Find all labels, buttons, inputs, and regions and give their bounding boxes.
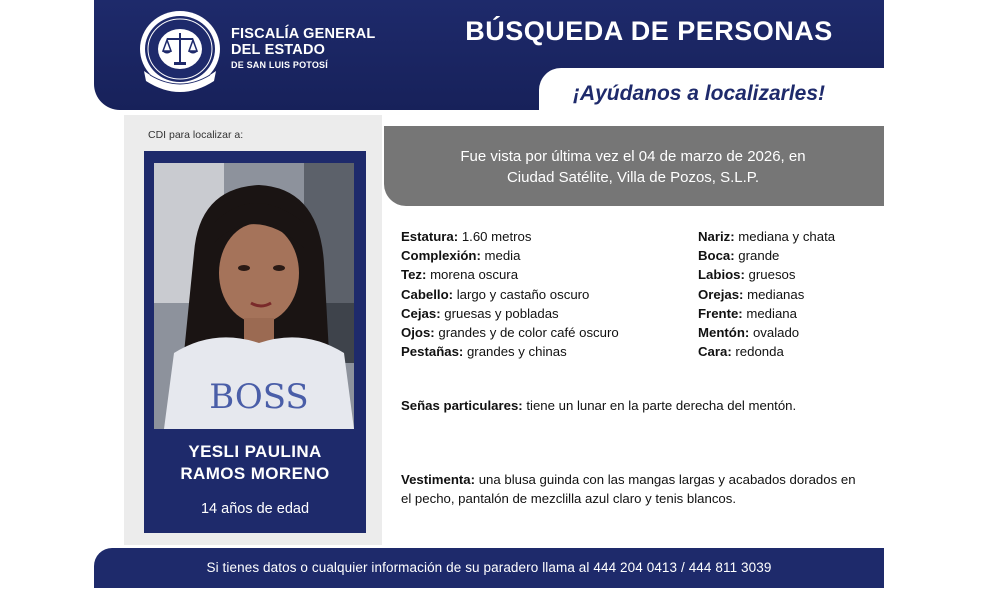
feature-row (698, 227, 878, 246)
feature-value: morena oscura (426, 267, 519, 283)
poster-title: BÚSQUEDA DE PERSONAS (465, 16, 833, 46)
name-line-2: RAMOS MORENO (180, 464, 330, 483)
org-line-2: DEL ESTADO (231, 42, 326, 58)
prosecutor-seal-icon (134, 9, 226, 93)
cdi-label: CDI para localizar a: (148, 129, 244, 141)
feature-label: Cara: (698, 344, 732, 360)
last-seen-line-1: Fue vista por última vez el 04 de marzo de 2026, en (460, 148, 806, 165)
feature-label: Pestañas: (401, 344, 464, 360)
feature-value: largo y castaño oscuro (453, 286, 590, 302)
feature-value: mediana y chata (734, 229, 836, 244)
feature-row (698, 304, 878, 323)
feature-row (401, 227, 691, 246)
feature-label: Labios: (698, 267, 745, 283)
feature-label: Complexión: (401, 248, 481, 264)
feature-value: media (480, 248, 521, 264)
feature-row (401, 246, 691, 265)
organization-name (231, 26, 375, 70)
feature-value: gruesos (744, 267, 796, 283)
feature-row (698, 342, 878, 361)
search-poster (94, 0, 884, 588)
features-left-list (401, 227, 691, 361)
missing-person-photo (154, 163, 354, 429)
feature-value: gruesas y pobladas (440, 305, 559, 321)
org-line-1: FISCALÍA GENERAL (231, 26, 376, 42)
feature-label: Nariz: (698, 229, 735, 244)
person-age: 14 años de edad (200, 501, 310, 517)
feature-value: grandes y chinas (463, 344, 567, 360)
photo-card (144, 151, 366, 533)
feature-row (698, 246, 878, 265)
contact-text: Si tienes datos o cualquier información de su paradero llama al 444 204 0413 / 444 811 3039 (206, 560, 772, 575)
feature-row (401, 265, 691, 284)
feature-label: Orejas: (698, 286, 744, 302)
feature-value: medianas (743, 286, 805, 302)
org-line-3: DE SAN LUIS POTOSÍ (231, 60, 328, 70)
last-seen-text (402, 146, 864, 188)
feature-value: 1.60 metros (458, 229, 532, 244)
feature-label: Ojos: (401, 325, 435, 341)
feature-label: Frente: (698, 305, 743, 321)
feature-row (401, 342, 691, 361)
distinguishing-marks (401, 396, 821, 415)
profile-panel (124, 115, 382, 545)
senas-value: tiene un lunar en la parte derecha del mentón. (522, 398, 797, 413)
person-name (144, 441, 366, 485)
vestimenta-label: Vestimenta: (401, 472, 476, 487)
feature-label: Cabello: (401, 286, 454, 302)
feature-row (698, 285, 878, 304)
senas-label: Señas particulares: (401, 398, 523, 413)
feature-value: grande (734, 248, 780, 264)
feature-value: grandes y de color café oscuro (434, 325, 619, 341)
feature-row (401, 285, 691, 304)
feature-label: Mentón: (698, 325, 750, 341)
photo-illustration (154, 163, 354, 429)
name-line-1: YESLI PAULINA (188, 442, 322, 461)
feature-row (401, 304, 691, 323)
feature-value: redonda (731, 344, 784, 360)
feature-value: ovalado (749, 325, 800, 341)
feature-label: Cejas: (401, 305, 441, 321)
feature-label: Estatura: (401, 229, 459, 244)
shirt-logo-text: BOSS (209, 377, 309, 417)
feature-row (401, 323, 691, 342)
poster-subtitle: ¡Ayúdanos a localizarles! (572, 82, 826, 105)
last-seen-line-2: Ciudad Satélite, Villa de Pozos, S.L.P. (506, 169, 760, 186)
feature-row (698, 265, 878, 284)
contact-footer (94, 548, 884, 588)
feature-value: mediana (742, 305, 797, 321)
feature-row (698, 323, 878, 342)
features-right-list (698, 227, 878, 361)
feature-label: Boca: (698, 248, 735, 264)
vestimenta-value: una blusa guinda con las mangas largas y acabados dorados en el pecho, pantalón de mezclilla azul claro y tenis blancos. (401, 472, 856, 506)
clothing-description (401, 470, 861, 508)
last-seen-banner (384, 126, 884, 206)
feature-label: Tez: (401, 267, 427, 283)
